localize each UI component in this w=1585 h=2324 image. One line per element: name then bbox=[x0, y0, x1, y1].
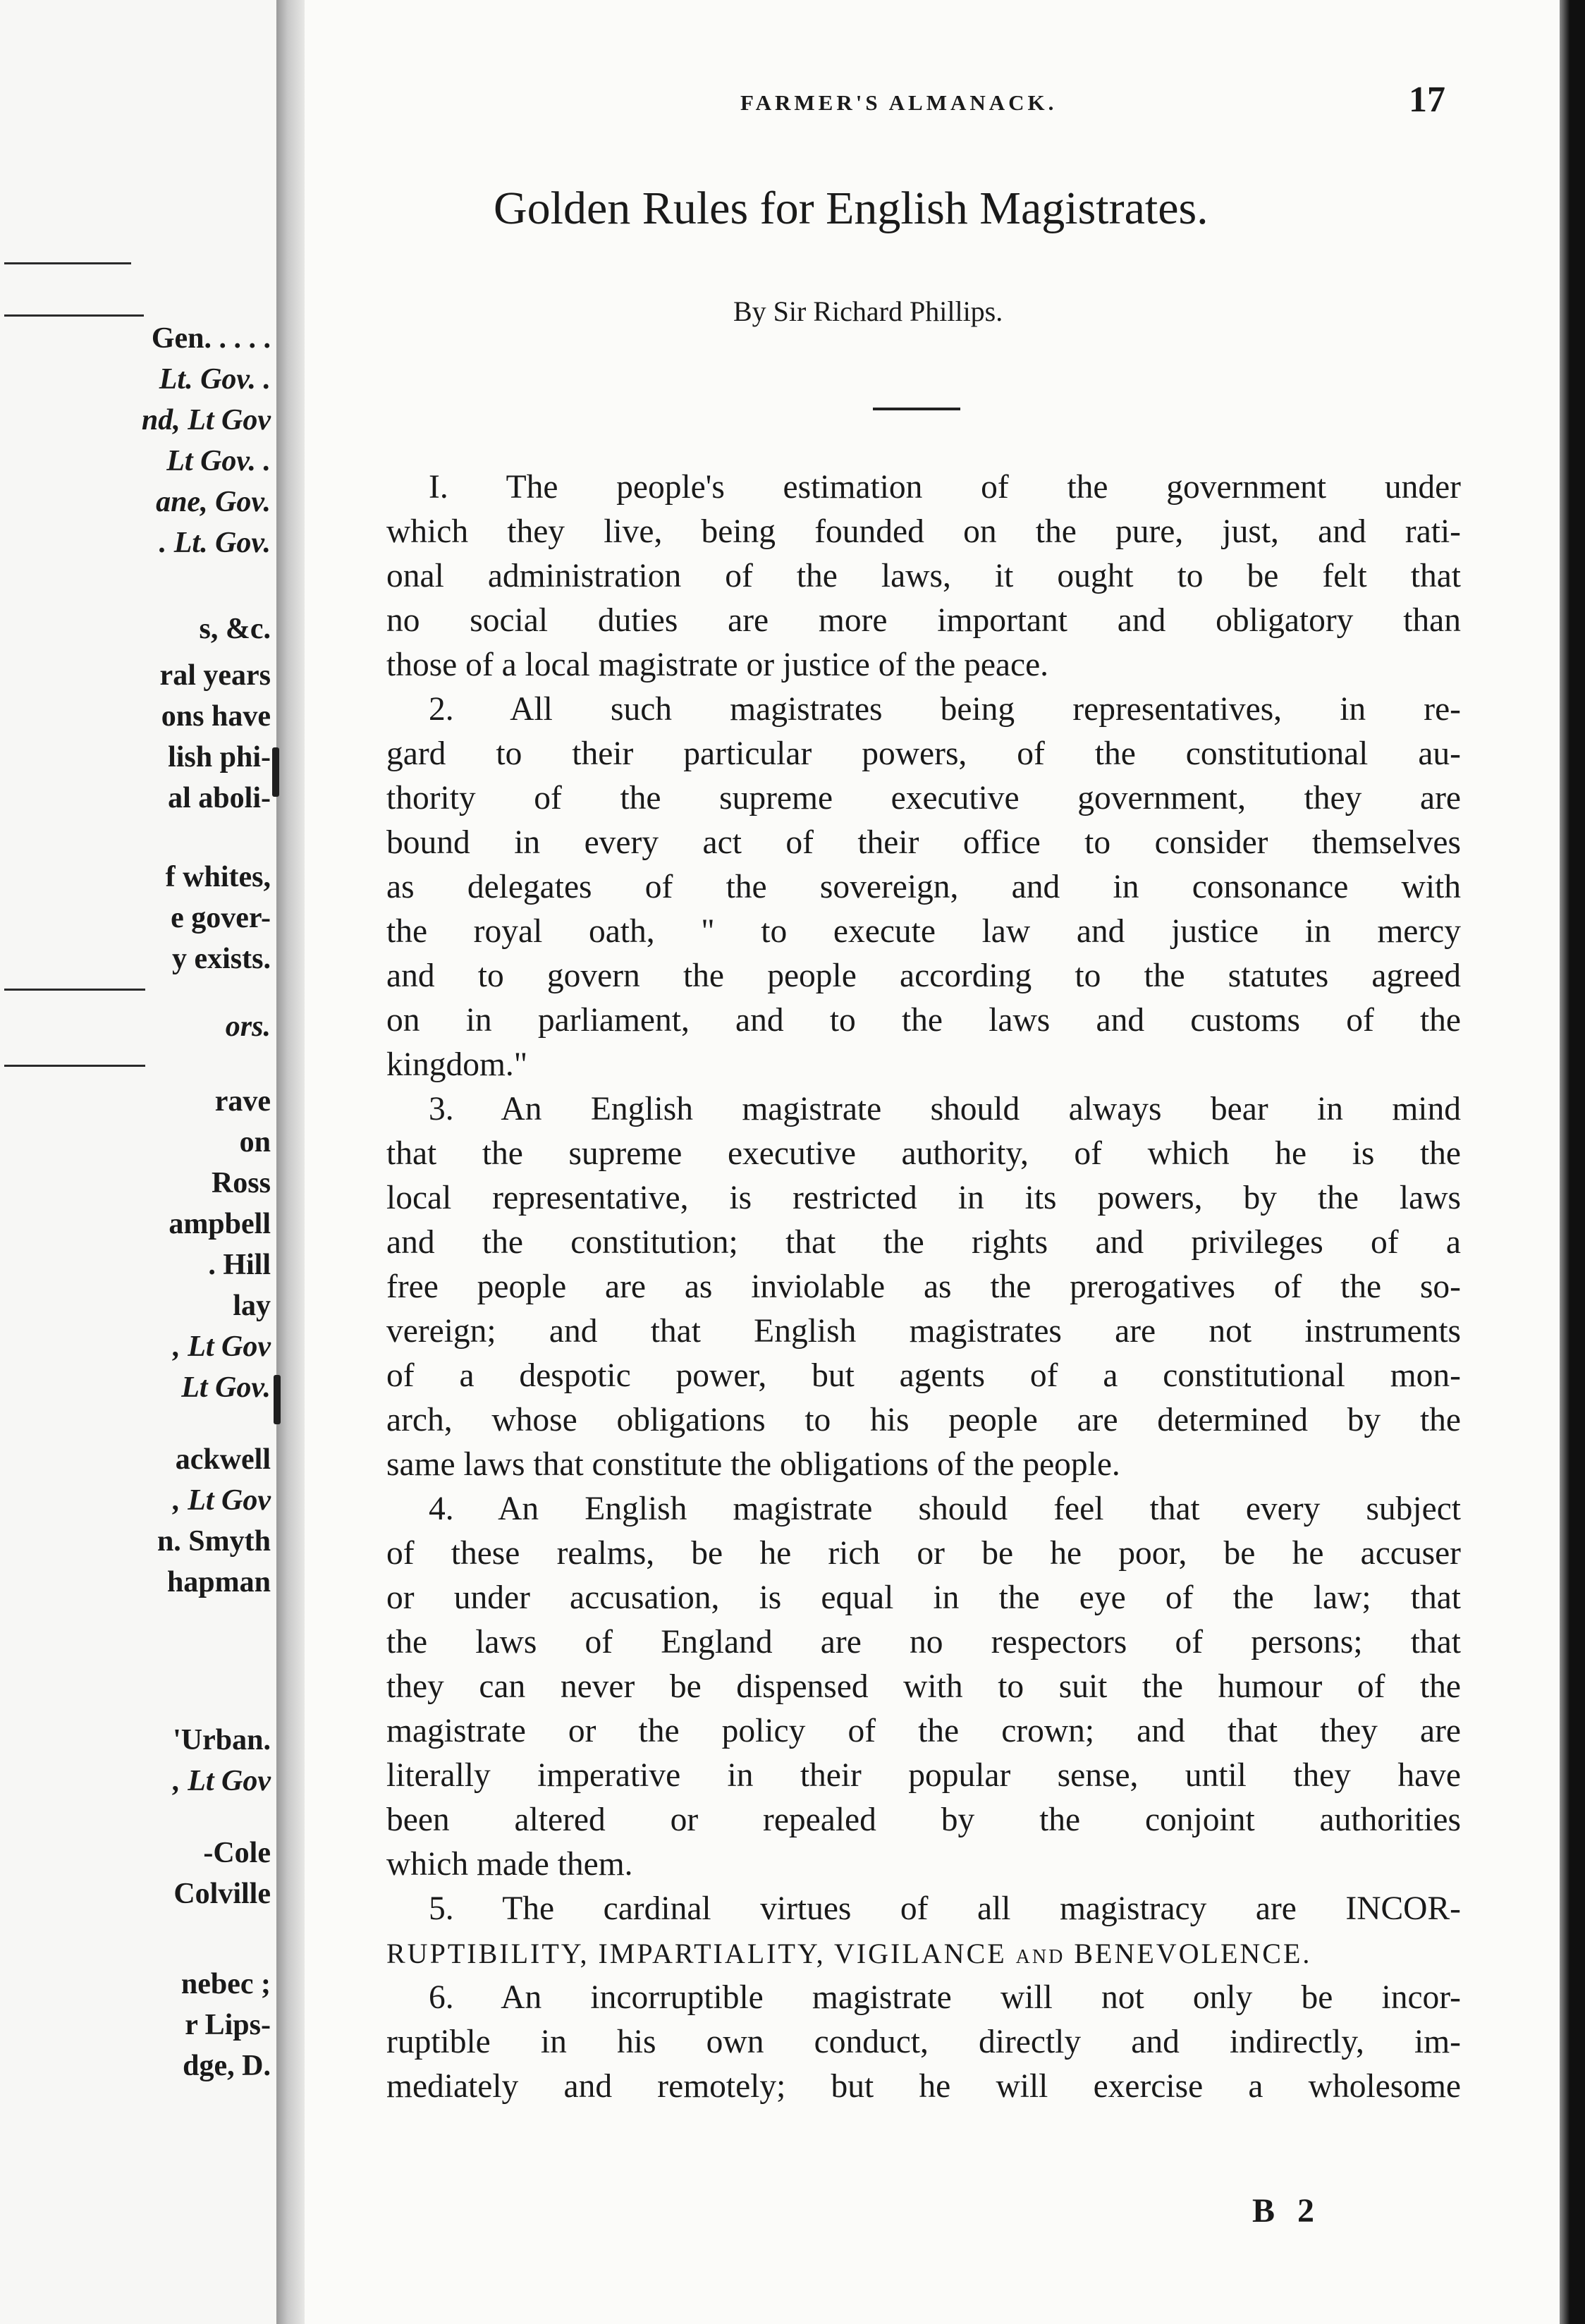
left-page-line: Lt. Gov. . bbox=[159, 363, 271, 396]
article-line: mediately and remotely; but he will exercise a wholesome bbox=[386, 2068, 1461, 2105]
article-line: local representative, is restricted in its powers, by the laws bbox=[386, 1180, 1461, 1216]
article-line: 6. An incorruptible magistrate will not only be incor- bbox=[429, 1979, 1461, 2016]
article-line: 5. The cardinal virtues of all magistracy are INCOR- bbox=[429, 1890, 1461, 1927]
article-title: Golden Rules for English Magistrates. bbox=[494, 183, 1208, 234]
article-line: vereign; and that English magistrates are not instruments bbox=[386, 1313, 1461, 1350]
article-line: literally imperative in their popular sense, until they have bbox=[386, 1757, 1461, 1794]
left-page-line: nd, Lt Gov bbox=[141, 404, 271, 436]
page-edge bbox=[1560, 0, 1585, 2324]
article-line: 3. An English magistrate should always bear in mind bbox=[429, 1091, 1461, 1127]
article-line: on in parliament, and to the laws and customs of the bbox=[386, 1002, 1461, 1039]
article-line: they can never be dispensed with to suit the humour of the bbox=[386, 1668, 1461, 1705]
left-page-line: , Lt Gov bbox=[173, 1484, 271, 1517]
left-page-line: ral years bbox=[159, 659, 271, 692]
running-head: FARMER'S ALMANACK. bbox=[740, 90, 1058, 115]
left-page-line: . Hill bbox=[208, 1249, 271, 1281]
article-line: which made them. bbox=[386, 1846, 633, 1883]
left-page-line: hapman bbox=[166, 1566, 271, 1598]
left-page-line: Lt Gov. bbox=[181, 1371, 271, 1404]
article-line: the royal oath, " to execute law and justice in mercy bbox=[386, 913, 1461, 950]
article-line: arch, whose obligations to his people are determined by the bbox=[386, 1402, 1461, 1438]
left-page-line: f whites, bbox=[165, 861, 271, 893]
left-page-line: , Lt Gov bbox=[173, 1765, 271, 1797]
article-line: free people are as inviolable as the prerogatives of the so- bbox=[386, 1268, 1461, 1305]
article-line: ruptible in his own conduct, directly and indirectly, im- bbox=[386, 2024, 1461, 2060]
left-page-line: s, &c. bbox=[199, 613, 271, 645]
left-page-line: n. Smyth bbox=[157, 1525, 271, 1558]
left-page-line: ackwell bbox=[175, 1443, 271, 1476]
binding-mark bbox=[272, 747, 279, 797]
left-rule bbox=[4, 314, 144, 317]
left-rule bbox=[4, 989, 145, 991]
left-page-line: , Lt Gov bbox=[173, 1331, 271, 1363]
left-page-line: ane, Gov. bbox=[156, 486, 271, 518]
left-page-line: Gen. . . . . bbox=[151, 322, 271, 355]
article-line: onal administration of the laws, it ought to be felt that bbox=[386, 558, 1461, 594]
article-line: or under accusation, is equal in the eye of the law; that bbox=[386, 1579, 1461, 1616]
left-page-line: Colville bbox=[173, 1878, 271, 1910]
left-page-line: Lt Gov. . bbox=[166, 445, 271, 477]
left-page-line: lay bbox=[233, 1290, 271, 1322]
article-line: same laws that constitute the obligations of the people. bbox=[386, 1446, 1120, 1483]
signature-mark: B 2 bbox=[1252, 2192, 1322, 2230]
left-page-line: ors. bbox=[225, 1010, 271, 1043]
title-rule bbox=[873, 408, 960, 410]
page-number: 17 bbox=[1409, 80, 1445, 120]
article-line: which they live, being founded on the pure, just, and rati- bbox=[386, 513, 1461, 550]
article-line: of these realms, be he rich or be he poor, be he accuser bbox=[386, 1535, 1461, 1572]
article-line: no social duties are more important and obligatory than bbox=[386, 602, 1461, 639]
left-page-line: dge, D. bbox=[183, 2050, 271, 2082]
article-line: the laws of England are no respectors of persons; that bbox=[386, 1624, 1461, 1661]
left-page-line: nebec ; bbox=[180, 1968, 271, 2000]
article-line: bound in every act of their office to consider themselves bbox=[386, 824, 1461, 861]
article-line: I. The people's estimation of the government under bbox=[429, 469, 1461, 506]
left-page-line: rave bbox=[214, 1085, 271, 1118]
article-line: of a despotic power, but agents of a constitutional mon- bbox=[386, 1357, 1461, 1394]
article-line: been altered or repealed by the conjoint authorities bbox=[386, 1802, 1461, 1838]
left-page bbox=[0, 0, 276, 2324]
left-page-line: on bbox=[239, 1126, 271, 1158]
article-byline: By Sir Richard Phillips. bbox=[733, 295, 1003, 327]
article-line: kingdom." bbox=[386, 1046, 528, 1083]
book-gutter bbox=[276, 0, 305, 2324]
left-page-line: Ross bbox=[211, 1167, 271, 1199]
left-page-line: y exists. bbox=[172, 943, 271, 975]
article-line: as delegates of the sovereign, and in consonance with bbox=[386, 869, 1461, 905]
binding-mark bbox=[274, 1375, 281, 1424]
article-line: gard to their particular powers, of the constitutional au- bbox=[386, 735, 1461, 772]
article-line: RUPTIBILITY, IMPARTIALITY, VIGILANCE and BENEVOLENCE. bbox=[386, 1938, 1312, 1969]
article-line: thority of the supreme executive government, they are bbox=[386, 780, 1461, 817]
left-rule bbox=[4, 262, 131, 264]
left-page-line: lish phi- bbox=[168, 741, 271, 773]
left-page-line: al aboli- bbox=[168, 782, 271, 814]
left-page-line: . Lt. Gov. bbox=[159, 527, 271, 559]
left-page-line: -Cole bbox=[203, 1837, 271, 1869]
article-line: magistrate or the policy of the crown; and that they are bbox=[386, 1713, 1461, 1749]
article-line: those of a local magistrate or justice of the peace. bbox=[386, 647, 1049, 683]
left-page-line: e gover- bbox=[171, 902, 271, 934]
left-page-line: ons have bbox=[161, 700, 271, 733]
left-page-line: 'Urban. bbox=[173, 1724, 271, 1756]
article-line: and the constitution; that the rights and privileges of a bbox=[386, 1224, 1461, 1261]
article-line: 2. All such magistrates being representatives, in re- bbox=[429, 691, 1461, 728]
left-page-line: r Lips- bbox=[185, 2009, 271, 2041]
article-line: and to govern the people according to the statutes agreed bbox=[386, 958, 1461, 994]
article-body bbox=[386, 465, 1461, 2109]
left-rule bbox=[4, 1065, 145, 1067]
article-line: 4. An English magistrate should feel that every subject bbox=[429, 1491, 1461, 1527]
left-page-line: ampbell bbox=[169, 1208, 271, 1240]
article-line: that the supreme executive authority, of which he is the bbox=[386, 1135, 1461, 1172]
